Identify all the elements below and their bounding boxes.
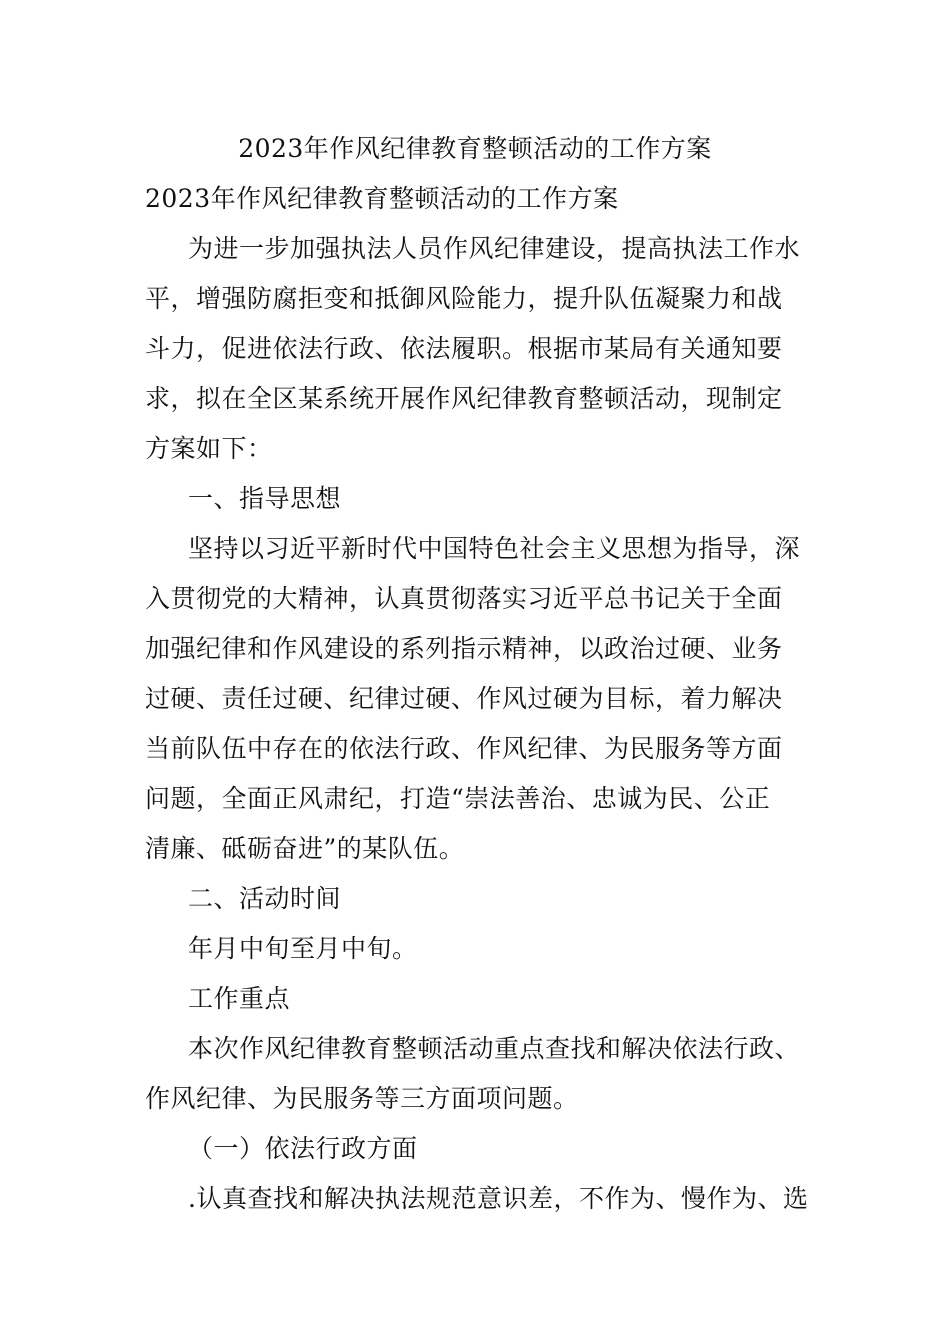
section-body-line: 当前队伍中存在的依法行政、作风纪律、为民服务等方面 [145,734,783,763]
section-body-line: 清廉、砥砺奋进”的某队伍。 [145,834,465,863]
intro-line: 方案如下： [145,434,273,463]
document-title: 2023年作风纪律教育整顿活动的工作方案 [238,134,712,163]
section-body-line: 问题，全面正风肃纪，打造“崇法善治、忠诚为民、公正 [145,784,771,813]
intro-line: 斗力，促进依法行政、依法履职。根据市某局有关通知要 [145,334,783,363]
section-body-line: 本次作风纪律教育整顿活动重点查找和解决依法行政、 [188,1034,801,1063]
subsection-heading: （一）依法行政方面 [188,1134,418,1163]
section-heading: 一、指导思想 [188,484,342,513]
section-body-line: 作风纪律、为民服务等三方面项问题。 [145,1084,579,1113]
section-body-line: 年月中旬至月中旬。 [188,934,418,963]
section-body-line: 加强纪律和作风建设的系列指示精神，以政治过硬、业务 [145,634,783,663]
section-body-line: 坚持以习近平新时代中国特色社会主义思想为指导，深 [188,534,801,563]
section-body-line: 过硬、责任过硬、纪律过硬、作风过硬为目标，着力解决 [145,684,783,713]
subsection-item: .认真查找和解决执法规范意识差，不作为、慢作为、选 [188,1184,809,1213]
document-subtitle: 2023年作风纪律教育整顿活动的工作方案 [145,184,619,213]
section-heading: 工作重点 [188,984,291,1013]
section-body-line: 入贯彻党的大精神，认真贯彻落实习近平总书记关于全面 [145,584,783,613]
intro-line: 平，增强防腐拒变和抵御风险能力，提升队伍凝聚力和战 [145,284,783,313]
intro-line: 求，拟在全区某系统开展作风纪律教育整顿活动，现制定 [145,384,783,413]
section-heading: 二、活动时间 [188,884,342,913]
intro-line: 为进一步加强执法人员作风纪律建设，提高执法工作水 [188,234,801,263]
